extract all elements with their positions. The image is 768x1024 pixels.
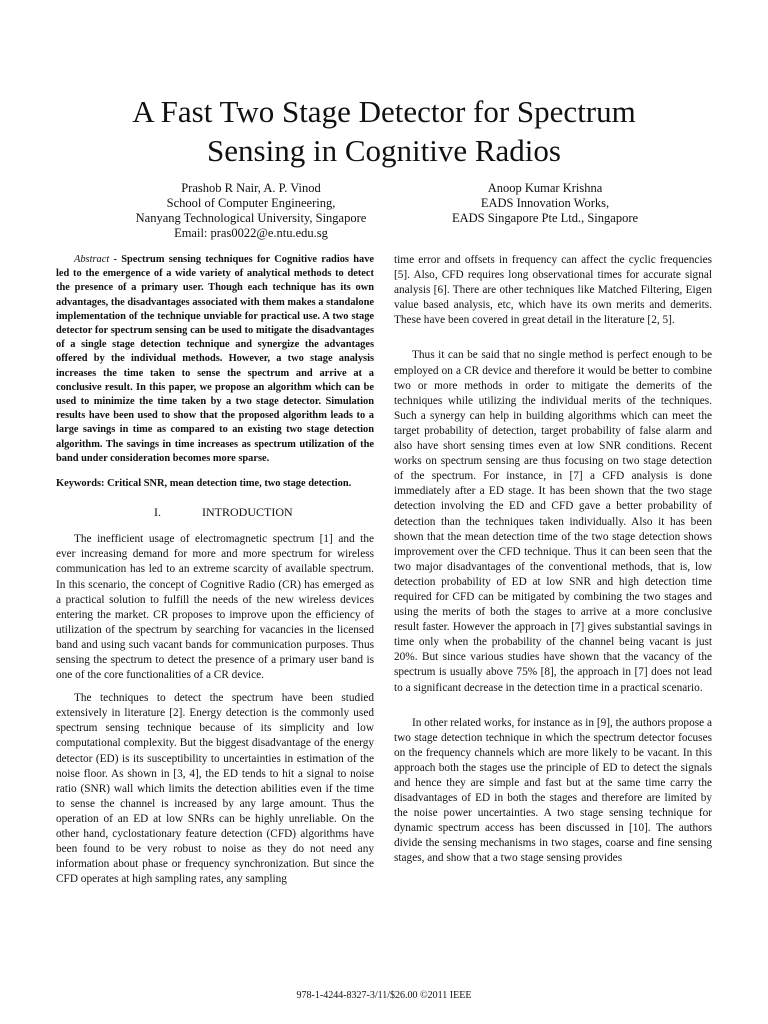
intro-paragraph: The inefficient usage of electromagnetic spectrum [1] and the ever increasing demand for more and more spectrum for wireless communication has led to an extreme scarcity of available spectrum. In this scenario, the concept of Cognitive Radio (CR) has emerged as a practical solution to fulfill the needs of the new wireless devices entering the market. CR proposes to improve upon the efficiency of utilization of the spectrum by searching for vacancies in the licensed band and using such vacant bands for communication purposes. Thus sensing the spectrum to detect the presence of a primary user band is one of the core functionalities of a CR device. (56, 533, 374, 682)
body-paragraph: Thus it can be said that no single method is perfect enough to be employed on a CR device and therefore it would be better to combine two or more methods in order to mitigate the demerits of the techniques while utilizing the individual merits of the techniques. Such a synergy can help in building algorithms which can meet the target probability of detection, target probability of false alarm and also have short sensing times even at low SNR conditions. Recent works on spectrum sensing are thus focusing on two stage detection of the spectrum. For instance, in [7] a CFD analysis is done immediately after a ED stage. It has been shown that the two stage detection involving the ED and CFD gave a better probability of detection than the techniques taken individually. Also it has been shown that the mean detection time of the two stage detection shows improvement over the CFD technique. Thus it can been seen that the two major disadvantages of the conventional methods, that is, low detection probability of ED at low SNR and high detection time required for CFD can be mitigated by combining the two stages and using the merits of both the stages to arrive at a more conclusive result faster. However the approach in [7] gives substantial savings in time only when the probability of the channel being vacant is just 20%. But since various studies have shown that the vacancy of the spectrum is usually above 75% [8], the approach in [7] does not lead to a significant decrease in the detection time in a practical scenario. (394, 349, 712, 694)
left-column (56, 253, 374, 887)
author-affiliation: School of Computer Engineering, (166, 196, 336, 210)
author-affiliation: EADS Innovation Works, (480, 196, 610, 210)
author-institution: Nanyang Technological University, Singapore (135, 211, 367, 225)
author-institution: EADS Singapore Pte Ltd., Singapore (451, 211, 639, 225)
intro-paragraph: The techniques to detect the spectrum have been studied extensively in literature [2]. Energy detection is the commonly used spectrum sensing technique because of its simplicity and low computational complexity. But the biggest disadvantage of the energy detector (ED) is its susceptibility to uncertainties in estimation of the noise floor. As shown in [3, 4], the ED tends to hit a signal to noise ratio (SNR) wall which limits the detection abilities even if the time to sense the channel is increased by any large amount. Thus the operation of an ED at low SNRs can be highly unreliable. On the other hand, cyclostationary feature detection (CFD) algorithms have been found to be very robust to noise as they do not need any information about phase or frequency synchronization. But since the CFD operates at high sampling rates, any sampling (56, 692, 374, 886)
copyright-footer: 978-1-4244-8327-3/11/$26.00 ©2011 IEEE (296, 990, 472, 1001)
author-name: Anoop Kumar Krishna (487, 181, 603, 195)
author-name: Prashob R Nair, A. P. Vinod (181, 181, 321, 195)
author-block-1 (96, 181, 406, 241)
abstract-label: Abstract (74, 254, 110, 265)
body-paragraph: In other related works, for instance as in [9], the authors propose a two stage detection technique in which the spectrum detector focuses on the frequency channels which are more likely to be vacant. In this approach both the stages use the principle of ED to detect the signals and hence they are simple and fast but at the same time carry the disadvantages of ED in both the stages and therefore are limited by the noise power uncertainties. A two stage sensing technique for dynamic spectrum access has been discussed in [10]. The authors divide the sensing mechanisms in two stages, coarse and fine sensing stages, and show that a two stage sensing provides (394, 716, 712, 865)
body-paragraph: time error and offsets in frequency can affect the cyclic frequencies [5]. Also, CFD requires long observational times for accurate signal analysis [6]. There are other techniques like Matched Filtering, Eigen value based analysis, etc, which have its own merits and demerits. These have been covered in great detail in the literature [2, 5]. (394, 254, 712, 327)
section-heading (56, 505, 374, 520)
paper-title (0, 92, 768, 170)
author-email: Email: pras0022@e.ntu.edu.sg (174, 226, 328, 240)
abstract-separator: - (109, 254, 122, 265)
title-line-2: Sensing in Cognitive Radios (207, 133, 561, 168)
abstract (56, 253, 374, 466)
keywords: Keywords: Critical SNR, mean detection time, two stage detection. (56, 478, 352, 490)
section-title: INTRODUCTION (202, 505, 293, 520)
author-block-2 (390, 181, 700, 226)
right-column (394, 253, 712, 867)
title-line-1: A Fast Two Stage Detector for Spectrum (132, 94, 636, 129)
section-number: I. (154, 505, 161, 520)
abstract-text: Spectrum sensing techniques for Cognitive radios have led to the emergence of a wide variety of analytical methods to detect the presence of a primary user. Though each technique has its own advantages, the disadvantages associated with them makes a standalone implementation of the technique unviable for practical use. A two stage detector for spectrum sensing can be used to mitigate the disadvantages of a single stage detection technique and synergize the advantages offered by the individual methods. However, a two stage analysis increases the time taken to sense the spectrum and arrive at a conclusive result. In this paper, we propose an algorithm which can be used to minimize the time taken by a two stage detector. Simulation results have been used to show that the proposed algorithm leads to a large savings in time as compared to an existing two stage detection algorithm. The savings in time increases as spectrum utilization of the band under consideration becomes more sparse. (56, 254, 375, 464)
